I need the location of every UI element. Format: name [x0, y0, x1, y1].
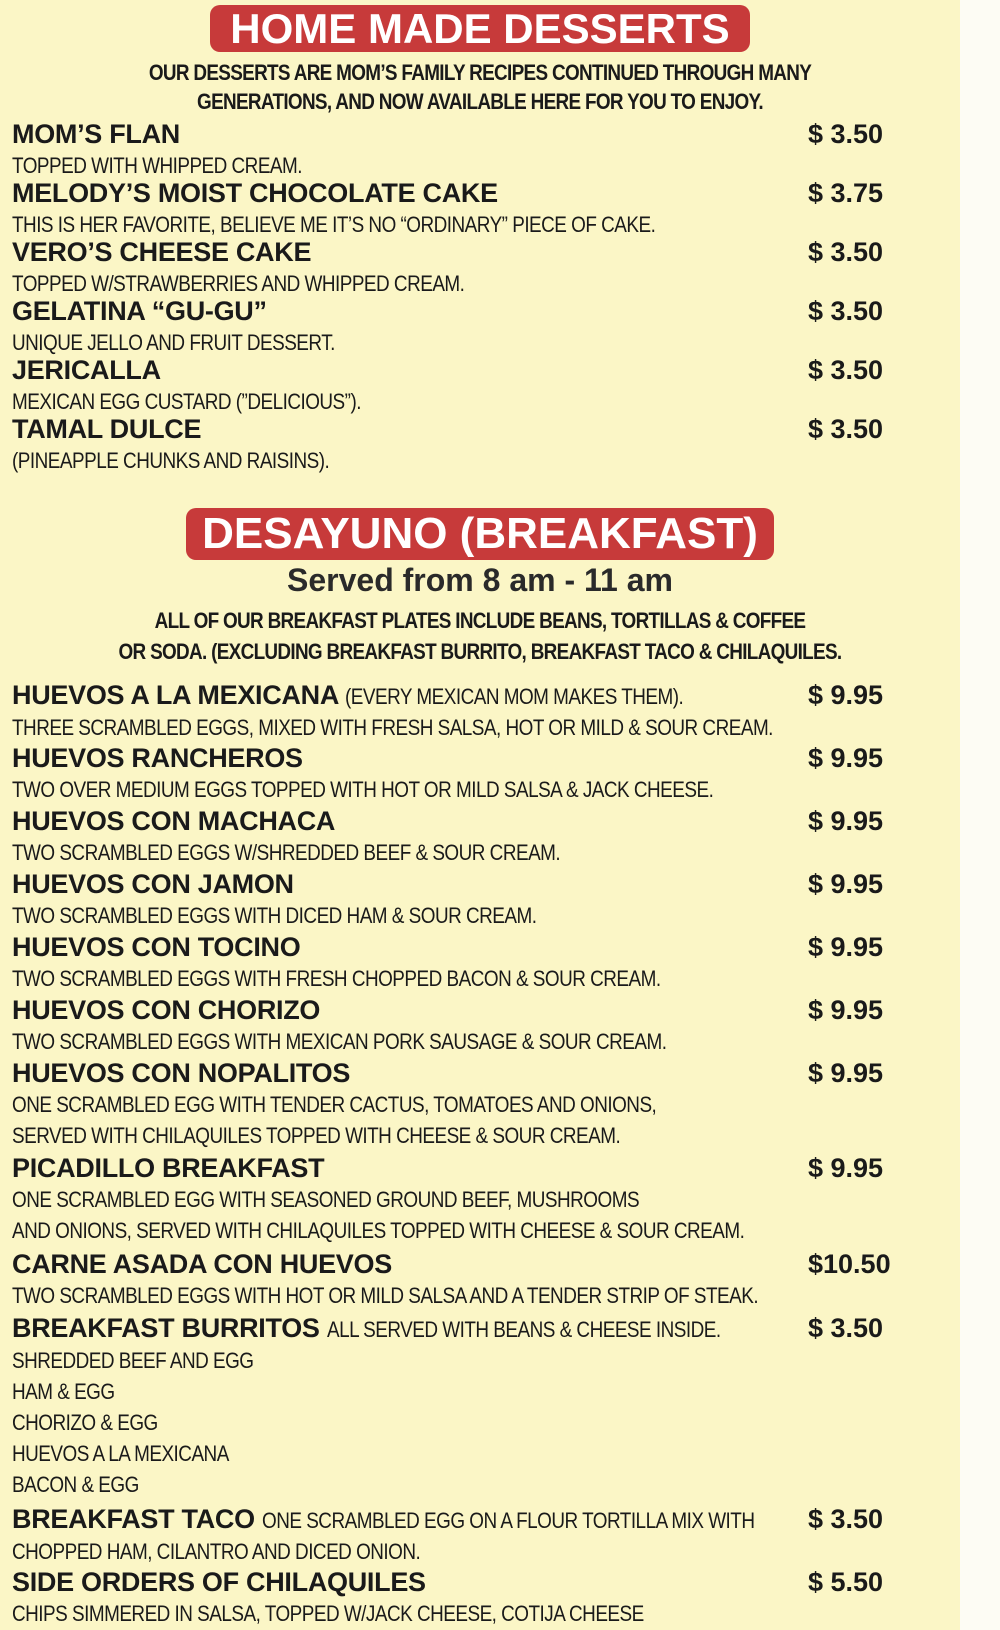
- breakfast-item: [12, 743, 942, 805]
- breakfast-name: HUEVOS RANCHEROS: [12, 743, 303, 773]
- dessert-price: $ 3.50: [808, 237, 884, 267]
- breakfast-description: CHOPPED HAM, CILANTRO AND DICED ONION.: [12, 1539, 421, 1564]
- dessert-price: $ 3.50: [808, 119, 884, 149]
- breakfast-description: THREE SCRAMBLED EGGS, MIXED WITH FRESH SALSA, HOT OR MILD & SOUR CREAM.: [12, 715, 773, 740]
- breakfast-description: CHIPS SIMMERED IN SALSA, TOPPED W/JACK CHEESE, COTIJA CHEESE: [12, 1601, 644, 1626]
- breakfast-item: [12, 806, 942, 868]
- dessert-item: [12, 119, 942, 181]
- breakfast-description: SERVED WITH CHILAQUILES TOPPED WITH CHEESE & SOUR CREAM.: [12, 1123, 621, 1148]
- breakfast-description: BACON & EGG: [12, 1472, 139, 1497]
- dessert-price: $ 3.50: [808, 296, 884, 326]
- breakfast-price: $ 9.95: [808, 932, 884, 962]
- breakfast-hours: Served from 8 am - 11 am: [287, 562, 673, 598]
- breakfast-item: [12, 1153, 942, 1246]
- breakfast-price: $ 3.50: [808, 1313, 884, 1343]
- dessert-item: [12, 178, 942, 240]
- dessert-name: MELODY’S MOIST CHOCOLATE CAKE: [12, 178, 498, 208]
- breakfast-intro-line1: ALL OF OUR BREAKFAST PLATES INCLUDE BEANS, TORTILLAS & COFFEE: [154, 608, 806, 633]
- breakfast-name: HUEVOS CON TOCINO: [12, 932, 301, 962]
- breakfast-item: [12, 1249, 942, 1311]
- breakfast-description: CHORIZO & EGG: [12, 1410, 158, 1435]
- breakfast-name: PICADILLO BREAKFAST: [12, 1153, 325, 1183]
- breakfast-description: TWO SCRAMBLED EGGS WITH HOT OR MILD SALSA AND A TENDER STRIP OF STEAK.: [12, 1283, 759, 1308]
- breakfast-price: $ 3.50: [808, 1504, 884, 1534]
- breakfast-description: ONE SCRAMBLED EGG WITH SEASONED GROUND BEEF, MUSHROOMS: [12, 1187, 640, 1212]
- dessert-description: TOPPED WITH WHIPPED CREAM.: [12, 153, 303, 178]
- breakfast-description: TWO OVER MEDIUM EGGS TOPPED WITH HOT OR MILD SALSA & JACK CHEESE.: [12, 777, 714, 802]
- dessert-description: TOPPED W/STRAWBERRIES AND WHIPPED CREAM.: [12, 271, 465, 296]
- breakfast-description: TWO SCRAMBLED EGGS W/SHREDDED BEEF & SOUR CREAM.: [12, 840, 561, 865]
- breakfast-name: HUEVOS CON NOPALITOS: [12, 1058, 351, 1088]
- dessert-name: VERO’S CHEESE CAKE: [12, 237, 312, 267]
- breakfast-description: ONE SCRAMBLED EGG WITH TENDER CACTUS, TOMATOES AND ONIONS,: [12, 1092, 657, 1117]
- breakfast-banner: DESAYUNO (BREAKFAST): [186, 508, 774, 560]
- breakfast-price: $ 9.95: [808, 1058, 884, 1088]
- breakfast-item: [12, 1567, 942, 1629]
- breakfast-price: $ 9.95: [808, 806, 884, 836]
- breakfast-description: TWO SCRAMBLED EGGS WITH FRESH CHOPPED BACON & SOUR CREAM.: [12, 966, 661, 991]
- breakfast-name: HUEVOS CON CHORIZO: [12, 995, 321, 1025]
- dessert-item: [12, 296, 942, 358]
- dessert-price: $ 3.50: [808, 414, 884, 444]
- dessert-name: GELATINA “GU-GU”: [12, 296, 267, 326]
- dessert-item: [12, 414, 942, 476]
- dessert-description: (PINEAPPLE CHUNKS AND RAISINS).: [12, 448, 330, 473]
- breakfast-name: SIDE ORDERS OF CHILAQUILES: [12, 1567, 426, 1597]
- breakfast-name: HUEVOS CON MACHACA: [12, 806, 336, 836]
- breakfast-item: [12, 869, 942, 931]
- dessert-name: JERICALLA: [12, 355, 161, 385]
- breakfast-description: SHREDDED BEEF AND EGG: [12, 1348, 254, 1373]
- page-margin: [960, 0, 1000, 1630]
- breakfast-price: $ 9.95: [808, 743, 884, 773]
- dessert-item: [12, 237, 942, 299]
- breakfast-intro-line2: OR SODA. (EXCLUDING BREAKFAST BURRITO, BREAKFAST TACO & CHILAQUILES.: [118, 639, 842, 664]
- dessert-price: $ 3.50: [808, 355, 884, 385]
- breakfast-name: BREAKFAST TACO: [12, 1504, 255, 1534]
- breakfast-name: CARNE ASADA CON HUEVOS: [12, 1249, 392, 1279]
- breakfast-price: $10.50: [808, 1249, 891, 1279]
- dessert-name: MOM’S FLAN: [12, 119, 180, 149]
- breakfast-name: HUEVOS CON JAMON: [12, 869, 294, 899]
- dessert-description: MEXICAN EGG CUSTARD (”DELICIOUS”).: [12, 389, 361, 414]
- dessert-name: TAMAL DULCE: [12, 414, 202, 444]
- breakfast-description: AND ONIONS, SERVED WITH CHILAQUILES TOPPED WITH CHEESE & SOUR CREAM.: [12, 1218, 745, 1243]
- breakfast-price: $ 9.95: [808, 995, 884, 1025]
- desserts-banner: HOME MADE DESSERTS: [210, 5, 750, 52]
- breakfast-item: [12, 932, 942, 994]
- desserts-intro-line2: GENERATIONS, AND NOW AVAILABLE HERE FOR YOU TO ENJOY.: [197, 89, 763, 114]
- breakfast-name: HUEVOS A LA MEXICANA: [12, 680, 339, 710]
- desserts-intro-line1: OUR DESSERTS ARE MOM’S FAMILY RECIPES CONTINUED THROUGH MANY: [148, 60, 812, 85]
- breakfast-description: HAM & EGG: [12, 1379, 115, 1404]
- breakfast-price: $ 9.95: [808, 1153, 884, 1183]
- breakfast-item: [12, 680, 942, 743]
- breakfast-price: $ 5.50: [808, 1567, 884, 1597]
- breakfast-price: $ 9.95: [808, 680, 884, 710]
- breakfast-name: BREAKFAST BURRITOS: [12, 1313, 320, 1343]
- breakfast-item: [12, 1504, 942, 1567]
- breakfast-name-note: ALL SERVED WITH BEANS & CHEESE INSIDE.: [326, 1317, 721, 1342]
- breakfast-item: [12, 1313, 942, 1500]
- dessert-price: $ 3.75: [808, 178, 884, 208]
- dessert-item: [12, 355, 942, 417]
- breakfast-item: [12, 1058, 942, 1151]
- breakfast-name-note: ONE SCRAMBLED EGG ON A FLOUR TORTILLA MIX WITH: [262, 1508, 755, 1533]
- dessert-description: UNIQUE JELLO AND FRUIT DESSERT.: [12, 330, 335, 355]
- breakfast-name-note: (EVERY MEXICAN MOM MAKES THEM).: [345, 684, 684, 709]
- breakfast-item: [12, 995, 942, 1057]
- dessert-description: THIS IS HER FAVORITE, BELIEVE ME IT’S NO “ORDINARY” PIECE OF CAKE.: [12, 212, 656, 237]
- breakfast-description: HUEVOS A LA MEXICANA: [12, 1441, 229, 1466]
- breakfast-price: $ 9.95: [808, 869, 884, 899]
- breakfast-description: TWO SCRAMBLED EGGS WITH MEXICAN PORK SAUSAGE & SOUR CREAM.: [12, 1029, 667, 1054]
- breakfast-description: TWO SCRAMBLED EGGS WITH DICED HAM & SOUR CREAM.: [12, 903, 537, 928]
